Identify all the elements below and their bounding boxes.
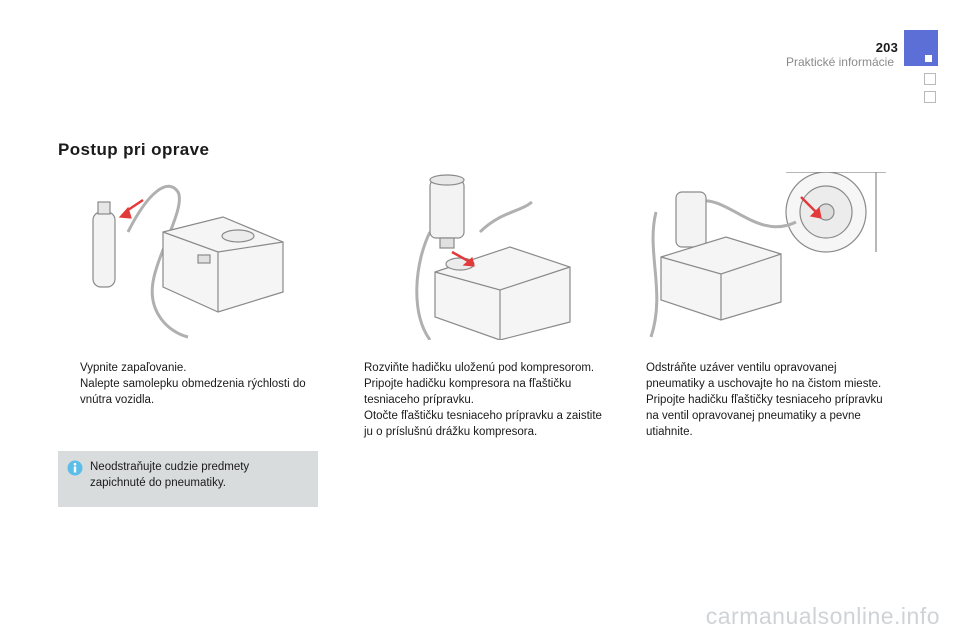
steps-column-1 bbox=[58, 360, 328, 408]
section-name: Praktické informácie bbox=[785, 55, 894, 69]
step-item bbox=[342, 408, 612, 440]
info-text: Neodstraňujte cudzie predmety zapichnuté do pneumatiky. bbox=[90, 461, 250, 489]
chapter-tab[interactable] bbox=[924, 91, 936, 103]
step-text: Pripojte hadičku kompresora na fľaštičku tesniaceho prípravku. bbox=[364, 378, 572, 406]
step-text: Pripojte hadičku fľaštičky tesniaceho prípravku na ventil opravovanej pneumatiky a pevne utiahnite. bbox=[646, 394, 883, 438]
step-text: Odstráňte uzáver ventilu opravovanej pneumatiky a uschovajte ho na čistom mieste. bbox=[646, 362, 882, 390]
step-item bbox=[58, 376, 328, 408]
info-box bbox=[58, 451, 318, 507]
step-text: Vypnite zapaľovanie. bbox=[80, 362, 187, 374]
chapter-tab-active[interactable] bbox=[904, 30, 938, 66]
watermark: carmanualsonline.info bbox=[705, 603, 940, 629]
illustration-compressor-bottle bbox=[68, 172, 318, 340]
step-text: Nalepte samolepku obmedzenia rýchlosti do vnútra vozidla. bbox=[80, 378, 306, 406]
info-icon bbox=[67, 460, 83, 476]
steps-column-2 bbox=[342, 360, 612, 440]
step-item bbox=[342, 376, 612, 408]
step-item bbox=[624, 360, 894, 392]
step-item bbox=[342, 360, 612, 376]
tab-marker bbox=[925, 55, 932, 62]
steps-column-3 bbox=[624, 360, 894, 440]
page-title: Postup pri oprave bbox=[58, 140, 210, 159]
illustration-bottle-on-compressor bbox=[360, 172, 610, 340]
step-text: Otočte fľaštičku tesniaceho prípravku a zaistite ju o príslušnú drážku kompresora. bbox=[364, 410, 602, 438]
illustration-compressor-wheel bbox=[636, 172, 886, 340]
page-number: 203 bbox=[875, 40, 898, 55]
step-text: Rozviňte hadičku uloženú pod kompresorom. bbox=[364, 362, 595, 374]
step-item bbox=[624, 392, 894, 440]
step-item bbox=[58, 360, 328, 376]
chapter-tab[interactable] bbox=[924, 73, 936, 85]
